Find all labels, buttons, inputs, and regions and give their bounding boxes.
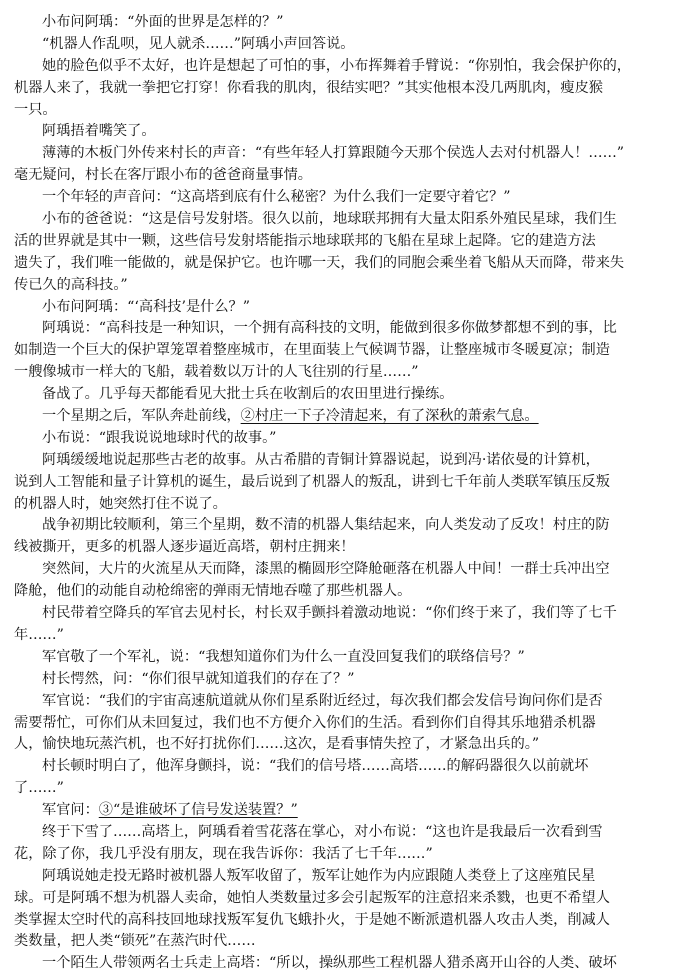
text-line (14, 253, 678, 275)
text-line (14, 822, 678, 844)
line-text: 军官问： (42, 802, 99, 819)
line-text: 说到人工智能和量子计算机的诞生，最后说到了机器人的叛乱，讲到七千年前人类联军镇压反叛 (14, 473, 610, 490)
line-text: 类数量，把人类“锁死”在蒸汽时代…… (14, 933, 256, 950)
text-line (14, 384, 678, 406)
text-line (14, 340, 678, 362)
text-line (14, 318, 678, 340)
text-line (14, 866, 678, 888)
text-line (14, 297, 678, 319)
text-line (14, 231, 678, 253)
line-text: 年……” (14, 626, 64, 643)
text-line (14, 581, 678, 603)
line-text: 阿瑀缓缓地说起那些古老的故事。从古希腊的青铜计算器说起，说到冯·诺依曼的计算机， (42, 451, 600, 468)
text-line (14, 734, 678, 756)
line-text: 突然间，大片的火流星从天而降，漆黑的椭圆形空降舱砸落在机器人中间！一群士兵冲出空 (42, 561, 610, 578)
line-text: 了……” (14, 780, 64, 797)
line-text: 村民带着空降兵的军官去见村长，村长双手颤抖着激动地说：“你们终于来了，我们等了七千 (42, 605, 617, 622)
story-text (14, 12, 678, 975)
line-text: 小布问阿瑀：“外面的世界是怎样的？” (42, 14, 284, 30)
line-text: 一艘像城市一样大的飞船，载着数以万计的人飞往别的行星……” (14, 364, 419, 381)
line-text: 如制造一个巨大的保护罩笼罩着整座城市，在里面装上气候调节器，让整座城市冬暖夏凉；制造 (14, 342, 610, 359)
text-line (14, 450, 678, 472)
text-line (14, 428, 678, 450)
line-text: 一个陌生人带领两名士兵走上高塔：“所以，操纵那些工程机器人猎杀离开山谷的人类、破坏 (42, 955, 617, 972)
line-text: 薄薄的木板门外传来村长的声音：“有些年轻人打算跟随今天那个侯选人去对付机器人！……” (42, 145, 625, 162)
text-line (14, 603, 678, 625)
text-line (14, 187, 678, 209)
text-line (14, 800, 678, 822)
text-line (14, 669, 678, 691)
text-line (14, 844, 678, 866)
line-text: 她的脸色似乎不太好，也许是想起了可怕的事，小布挥舞着手臂说：“你别怕，我会保护你的， (42, 57, 631, 74)
text-line (14, 209, 678, 231)
line-text: 毫无疑问，村长在客厅跟小布的爸爸商量事情。 (14, 167, 312, 184)
text-line (14, 559, 678, 581)
text-line (14, 121, 678, 143)
text-line (14, 494, 678, 516)
text-line (14, 165, 678, 187)
line-text: 遗失了，我们唯一能做的，就是保护它。也许哪一天，我们的同胞会乘坐着飞船从天而降，带来失 (14, 254, 625, 271)
text-line (14, 691, 678, 713)
text-line (14, 515, 678, 537)
text-line (14, 100, 678, 122)
text-line (14, 625, 678, 647)
text-line (14, 910, 678, 932)
line-text: 人，愉快地玩蒸汽机，也不好打扰你们……这次，是看事情失控了，才紧急出兵的。” (14, 736, 540, 753)
text-line (14, 647, 678, 669)
line-text: 一个星期之后，军队奔赴前线， (42, 408, 241, 425)
text-line (14, 778, 678, 800)
line-text: 小布问阿瑀：“‘高科技’是什么？” (42, 298, 250, 315)
text-line (14, 56, 678, 78)
text-line (14, 406, 678, 428)
text-line (14, 34, 678, 56)
text-line (14, 362, 678, 384)
line-text: 类掌握太空时代的高科技回地球找叛军复仇飞蛾扑火，于是她不断派遣机器人攻击人类，削减人 (14, 911, 610, 928)
line-text: 球。可是阿瑀不想为机器人卖命，她怕人类数量过多会引起叛军的注意招来杀戮，也更不希望人 (14, 889, 610, 906)
line-text: 需要帮忙，可你们从未回复过，我们也不方便介入你们的生活。看到你们自得其乐地猎杀机器 (14, 714, 596, 731)
text-line (14, 537, 678, 559)
text-line (14, 12, 678, 34)
line-text: 终于下雪了……高塔上，阿瑀看着雪花落在掌心，对小布说：“这也许是我最后一次看到雪 (42, 823, 603, 840)
line-text: 备战了。几乎每天都能看见大批士兵在收割后的农田里进行操练。 (42, 386, 454, 403)
line-text: “机器人作乱呗，见人就杀……”阿瑀小声回答说。 (42, 35, 355, 52)
line-text: 战争初期比较顺利，第三个星期，数不清的机器人集结起来，向人类发动了反攻！村庄的防 (42, 517, 610, 534)
line-text: 降舱，他们的动能自动枪绵密的弹雨无情地吞噬了那些机器人。 (14, 583, 412, 600)
text-line (14, 953, 678, 975)
text-line (14, 78, 678, 100)
line-text: 机器人来了，我就一拳把它打穿！你看我的肌肉，很结实吧？”其实他根本没几两肌肉，瘦皮猴 (14, 79, 603, 96)
line-text: 小布说：“跟我说说地球时代的故事。” (42, 429, 277, 446)
line-text: 活的世界就是其中一颗，这些信号发射塔能指示地球联邦的飞船在星球上起降。它的建造方法 (14, 232, 596, 249)
line-text: 传已久的高科技。” (14, 276, 128, 293)
text-line (14, 931, 678, 953)
line-text: 一只。 (14, 101, 57, 118)
text-line (14, 275, 678, 297)
line-text: 村长顿时明白了，他浑身颤抖，说：“我们的信号塔……高塔……的解码器很久以前就坏 (42, 758, 589, 775)
line-text: 小布的爸爸说：“这是信号发射塔。很久以前，地球联邦拥有大量太阳系外殖民星球，我们生 (42, 211, 617, 228)
line-text: 花，除了你，我几乎没有朋友，现在我告诉你：我活了七千年……” (14, 845, 433, 862)
text-line (14, 713, 678, 735)
line-text: 军官说：“我们的宇宙高速航道就从你们星系附近经过，每次我们都会发信号询问你们是否 (42, 692, 603, 709)
line-text: 线被撕开，更多的机器人逐步逼近高塔，朝村庄拥来！ (14, 539, 355, 556)
text-line (14, 888, 678, 910)
text-line (14, 143, 678, 165)
line-text: 阿瑀捂着嘴笑了。 (42, 123, 156, 140)
text-line (14, 756, 678, 778)
line-text: 村长愕然，问：“你们很早就知道我们的存在了？” (42, 670, 355, 687)
line-text: 阿瑀说：“高科技是一种知识，一个拥有高科技的文明，能做到很多你做梦都想不到的事，比 (42, 320, 617, 337)
line-text: 军官敬了一个军礼，说：“我想知道你们为什么一直没回复我们的联络信号？” (42, 648, 525, 665)
underlined-sentence: ③“是谁破坏了信号发送装置？” (98, 802, 298, 819)
text-line (14, 472, 678, 494)
line-text: 阿瑀说她走投无路时被机器人叛军收留了，叛军让她作为内应跟随人类登上了这座殖民星 (42, 867, 596, 884)
line-text: 一个年轻的声音问：“这高塔到底有什么秘密？为什么我们一定要守着它？” (42, 189, 511, 206)
underlined-sentence: ②村庄一下子冷清起来，有了深秋的萧索气息。 (240, 408, 539, 425)
line-text: 的机器人时，她突然打住不说了。 (14, 495, 227, 512)
